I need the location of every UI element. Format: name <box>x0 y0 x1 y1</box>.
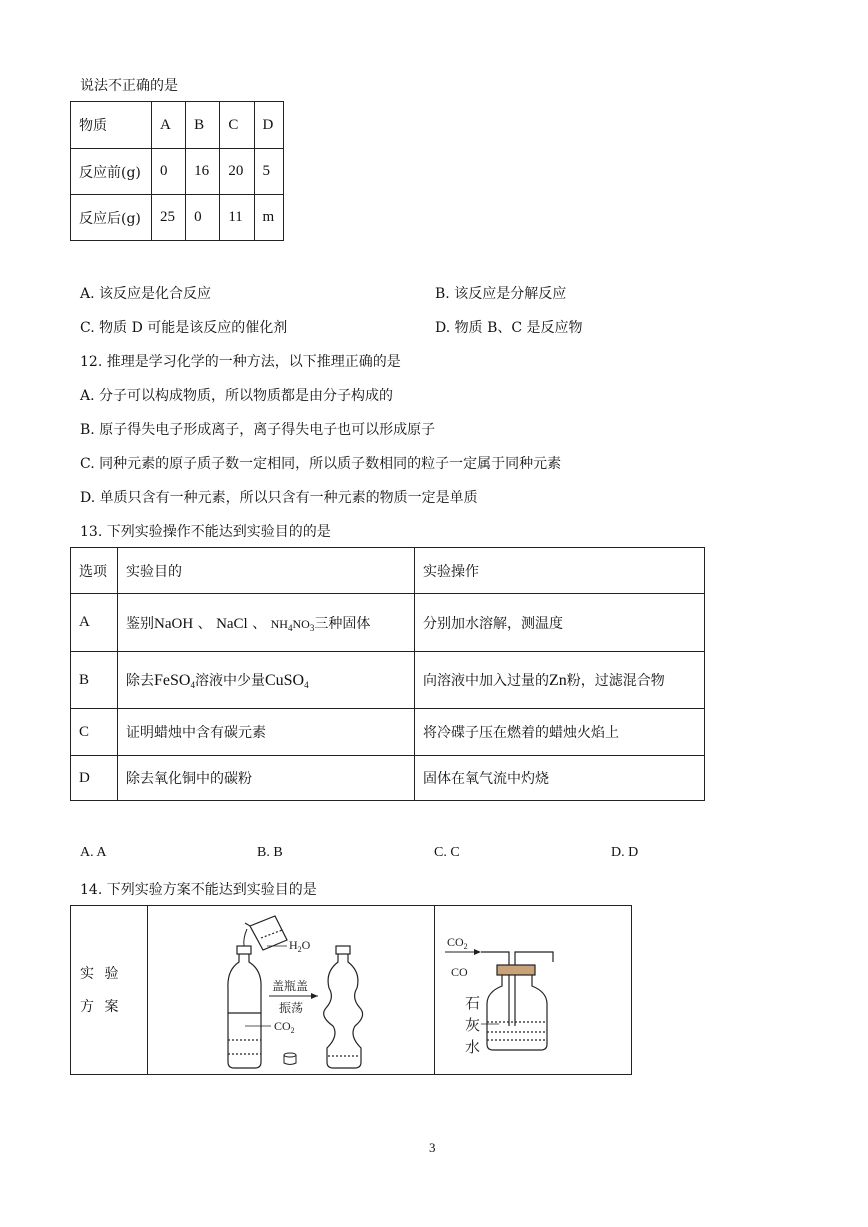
lime-label-1: 石 <box>465 994 481 1012</box>
deformed-bottle-icon <box>324 946 363 1068</box>
t: NO <box>292 616 310 631</box>
formula-nacl: NaCl <box>216 615 248 632</box>
mass-table-cell: 物质 <box>71 102 152 149</box>
mass-table-cell: 反应后(g) <box>71 195 152 241</box>
bottle-cap-icon <box>284 1053 296 1065</box>
text: 三种固体 <box>314 615 371 632</box>
sub: 4 <box>304 680 309 690</box>
q13-option-a: A. A <box>80 845 107 860</box>
scheme-table <box>70 905 632 1075</box>
text: 鉴别 <box>126 615 154 632</box>
mass-table-cell: 0 <box>152 149 186 195</box>
formula-cuso4 <box>265 672 309 689</box>
arrowhead-icon <box>311 993 318 999</box>
row-label: A <box>71 594 118 652</box>
scheme-label: 实 验 方 案 <box>80 966 122 1015</box>
mass-table-cell: B <box>186 102 220 149</box>
row-operation: 分别加水溶解，测温度 <box>415 594 705 652</box>
bottle-icon <box>228 946 261 1068</box>
text: 、 <box>252 615 267 632</box>
row-goal <box>118 652 415 709</box>
q11-option-a: A. 该反应是化合反应 <box>80 286 212 302</box>
scheme-divider <box>434 906 435 1074</box>
header-operation: 实验操作 <box>415 548 705 594</box>
text: 除去 <box>126 673 154 689</box>
wash-bottle-icon <box>481 952 553 1050</box>
mass-table-cell: 16 <box>186 149 220 195</box>
row-goal: 证明蜡烛中含有碳元素 <box>118 709 415 756</box>
t: CuSO <box>264 672 305 689</box>
row-operation: 固体在氧气流中灼烧 <box>415 756 705 801</box>
q14-stem: 14. 下列实验方案不能达到实验目的是 <box>80 882 317 898</box>
text: 、 <box>197 615 212 632</box>
sub: 4 <box>287 622 293 633</box>
h2o-label: $H_2O$ <box>289 938 311 954</box>
row-goal <box>118 594 415 652</box>
co2-in-label: $CO_2$ <box>447 935 468 951</box>
page-number: 3 <box>429 1140 436 1155</box>
mass-table-cell: 11 <box>220 195 254 241</box>
q13-option-c: C. C <box>434 845 460 860</box>
q12-stem: 12. 推理是学习化学的一种方法，以下推理正确的是 <box>80 354 401 370</box>
header-goal: 实验目的 <box>118 548 415 594</box>
arrow-label-bottom: 振荡 <box>279 1001 304 1015</box>
intro-text: 说法不正确的是 <box>80 78 178 94</box>
arrow-label-top: 盖瓶盖 <box>272 979 309 993</box>
mass-table-cell: 0 <box>186 195 220 241</box>
text: 溶液中少量 <box>194 673 265 689</box>
co-in-label: CO <box>451 965 468 979</box>
mass-table-cell: A <box>152 102 186 149</box>
text: 粉，过滤混合物 <box>566 673 665 689</box>
experiment-table <box>70 547 705 801</box>
q12-option-d: D. 单质只含有一种元素，所以只含有一种元素的物质一定是单质 <box>80 490 478 506</box>
row-operation <box>415 652 705 709</box>
header-option: 选项 <box>71 548 118 594</box>
lime-label-2: 灰 <box>465 1016 481 1034</box>
lime-label-3: 水 <box>465 1038 481 1056</box>
formula-nh4no3 <box>271 617 315 631</box>
mass-table-cell: C <box>220 102 254 149</box>
q13-stem: 13. 下列实验操作不能达到实验目的的是 <box>80 524 331 540</box>
co2-label: $CO_2$ <box>274 1019 295 1035</box>
arrowhead-icon <box>474 949 481 955</box>
q11-option-d: D. 物质 B、C 是反应物 <box>435 320 583 336</box>
q12-option-c: C. 同种元素的原子质子数一定相同，所以质子数相同的粒子一定属于同种元素 <box>80 456 562 472</box>
q11-option-c: C. 物质 D 可能是该反应的催化剂 <box>80 320 288 336</box>
q13-option-d: D. D <box>611 845 639 860</box>
formula-zn: Zn <box>549 672 567 689</box>
sub: 3 <box>309 622 315 633</box>
mass-table-cell: m <box>254 195 283 241</box>
gas-bottle-figure <box>437 908 631 1074</box>
q12-option-a: A. 分子可以构成物质，所以物质都是由分子构成的 <box>80 388 394 404</box>
row-label: C <box>71 709 118 756</box>
formula-naoh: NaOH <box>154 615 194 632</box>
t: FeSO <box>154 672 191 689</box>
row-operation: 将冷碟子压在燃着的蜡烛火焰上 <box>415 709 705 756</box>
sub: 4 <box>190 680 195 690</box>
t: NH <box>270 616 288 631</box>
bottle-experiment-figure <box>151 908 431 1074</box>
row-goal: 除去氧化铜中的碳粉 <box>118 756 415 801</box>
mass-table-cell: 5 <box>254 149 283 195</box>
mass-table-cell: 20 <box>220 149 254 195</box>
mass-table-cell: D <box>254 102 283 149</box>
mass-table-cell: 反应前(g) <box>71 149 152 195</box>
water-stream <box>244 929 247 946</box>
formula-feso4 <box>154 672 195 689</box>
scheme-divider <box>147 906 148 1074</box>
row-label: D <box>71 756 118 801</box>
text: 向溶液中加入过量的 <box>423 673 549 689</box>
row-label: B <box>71 652 118 709</box>
mass-table-cell: 25 <box>152 195 186 241</box>
beaker-icon <box>245 916 287 950</box>
q12-option-b: B. 原子得失电子形成离子，离子得失电子也可以形成原子 <box>80 422 436 438</box>
q13-option-b: B. B <box>257 845 283 860</box>
q11-option-b: B. 该反应是分解反应 <box>435 286 567 302</box>
mass-table <box>70 101 284 241</box>
